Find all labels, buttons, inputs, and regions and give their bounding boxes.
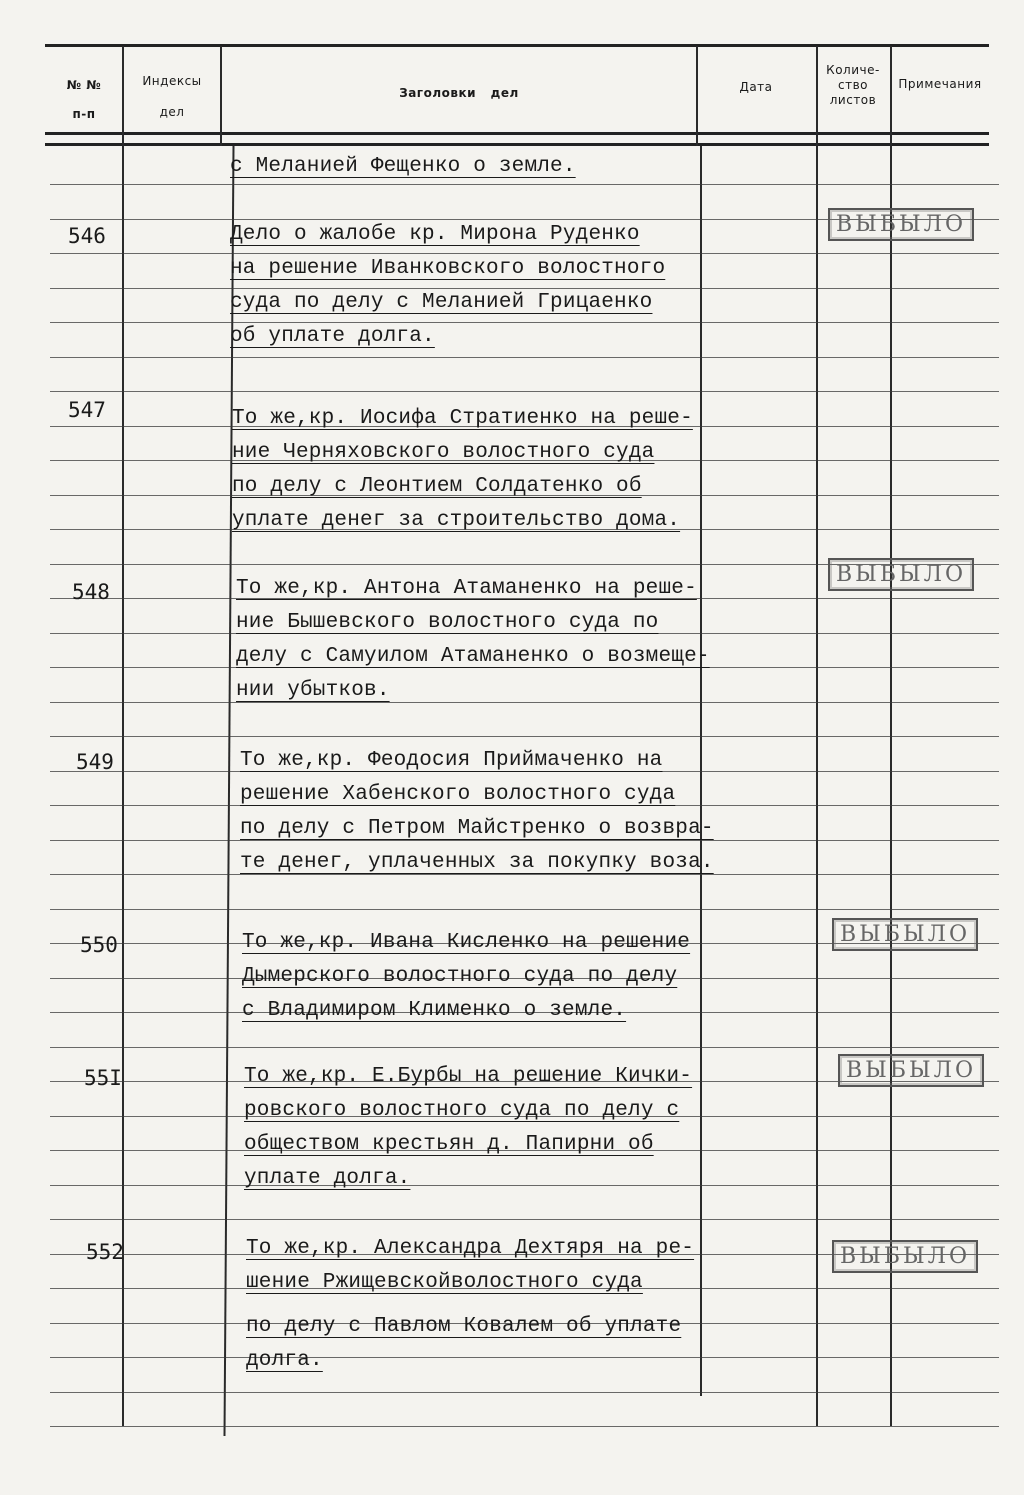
withdrawn-stamp: ВЫБЫЛО [832,1240,978,1273]
header-index-bottom: дел [159,105,185,119]
entry-line: об уплате долга. [230,325,435,348]
header-num [48,78,120,122]
withdrawn-stamp: ВЫБЫЛО [838,1054,984,1087]
entry-title [242,926,690,1028]
entry-line: То же,кр. Александра Дехтяря на ре- [246,1237,695,1260]
entry-line: долга. [246,1349,323,1372]
entry-line: суда по делу с Меланией Грицаенко [230,291,653,314]
header-count [817,63,889,108]
ruled-line [50,736,999,737]
ruled-line [50,1392,999,1393]
entry-title [240,744,714,880]
ruled-line [50,1047,999,1048]
entry-line: уплате долга. [244,1167,411,1190]
header-date: Дата [739,80,773,94]
header-bottom-rule-2 [45,143,989,146]
header-count-1: Количе- [826,63,880,77]
entry-title [236,572,710,708]
entry-line: То же,кр. Ивана Кисленко на решение [242,931,691,954]
entry-line: решение Хабенского волостного суда [240,783,676,806]
entry-number: 552 [86,1240,124,1264]
entry-line: То же,кр. Феодосия Приймаченко на [240,749,663,772]
entry-line: на решение Иванковского волостного [230,257,666,280]
entry-line: Дело о жалобе кр. Мирона Руденко [230,223,640,246]
header-notes: Примечания [898,77,982,91]
withdrawn-stamp: ВЫБЫЛО [828,208,974,241]
divider-date [696,46,698,146]
entry-line: делу с Самуилом Атаманенко о возмеще- [236,645,710,668]
header-count-2: ство [837,78,868,92]
entry-line: нии убытков. [236,679,390,702]
header-num-top: № № [66,78,102,92]
entry-number: 546 [68,224,106,248]
entry-line: Дымерского волостного суда по делу [242,965,678,988]
withdrawn-stamp: ВЫБЫЛО [832,918,978,951]
ruled-line [50,1426,999,1427]
entry-number: 547 [68,398,106,422]
entry-number: 55I [84,1066,122,1090]
entry-line: те денег, уплаченных за покупку воза. [240,851,714,874]
entry-line: по делу с Павлом Ковалем об уплате [246,1315,682,1338]
header-index [124,74,220,120]
continuation-line: с Меланией Фещенко о земле. [230,155,576,178]
entry-line: по делу с Леонтием Солдатенко об [232,475,642,498]
entry-line: шение Ржищевскойволостного суда [246,1271,643,1294]
ruled-line [50,357,999,358]
header-num-bottom: п-п [72,107,96,121]
entry-title [244,1060,692,1196]
entry-line: ровского волостного суда по делу с [244,1099,680,1122]
entry-line: уплате денег за строительство дома. [232,509,681,532]
entry-number: 550 [80,933,118,957]
ruled-line [50,909,999,910]
entry-title [246,1232,694,1378]
entry-line: ние Бышевского волостного суда по [236,611,659,634]
header-index-top: Индексы [142,74,202,88]
header-title: Заголовки дел [399,86,519,100]
entry-number: 548 [72,580,110,604]
entry-line: по делу с Петром Майстренко о возвра- [240,817,714,840]
header-count-3: листов [829,93,877,107]
entry-line: То же,кр. Иосифа Стратиенко на реше- [232,407,693,430]
entry-line: То же,кр. Е.Бурбы на решение Кички- [244,1065,693,1088]
entry-line: То же,кр. Антона Атаманенко на реше- [236,577,697,600]
ruled-line [50,391,999,392]
entry-line: ние Черняховского волостного суда [232,441,655,464]
entry-number: 549 [76,750,114,774]
header-bottom-rule [45,132,989,135]
entry-title [232,402,693,538]
ruled-line [50,184,999,185]
continuation-text [230,150,576,184]
withdrawn-stamp: ВЫБЫЛО [828,558,974,591]
entry-title [230,218,665,354]
entry-line: с Владимиром Клименко о земле. [242,999,627,1022]
header-top-rule [45,44,989,47]
entry-line: обществом крестьян д. Папирни об [244,1133,654,1156]
ruled-line [50,1219,999,1220]
